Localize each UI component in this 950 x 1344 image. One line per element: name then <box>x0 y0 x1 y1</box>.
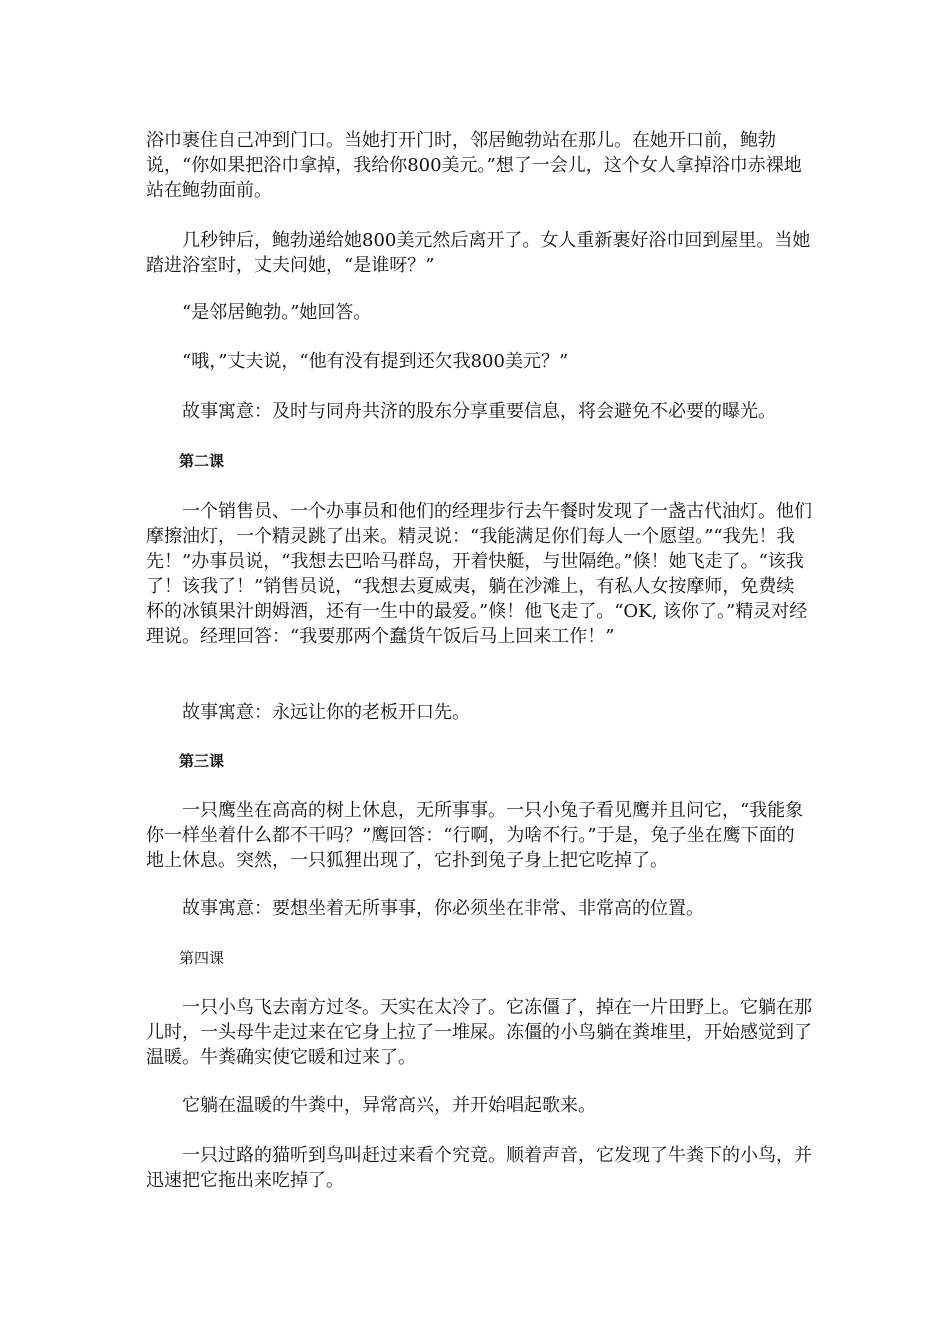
paragraph-story4-part1: 一只小鸟飞去南方过冬。天实在太冷了。它冻僵了，掉在一片田野上。它躺在那儿时，一头母牛走过来在它身上拉了一堆屎。冻僵的小鸟躺在粪堆里，开始感觉到了温暖。牛粪确实使它暖和过来了。 <box>146 997 812 1068</box>
paragraph-story1-part1: 浴巾裹住自己冲到门口。当她打开门时，邻居鲍勃站在那儿。在她开口前，鲍勃说，“你如果把浴巾拿掉，我给你800美元。”想了一会儿，这个女人拿掉浴巾赤裸地站在鲍勃面前。 <box>146 130 802 201</box>
paragraph-story3-moral: 故事寓意：要想坐着无所事事，你必须坐在非常、非常高的位置。 <box>182 898 704 919</box>
paragraph-story1-part2: 几秒钟后，鲍勃递给她800美元然后离开了。女人重新裹好浴巾回到屋里。当她踏进浴室时，丈夫问她，“是谁呀？” <box>146 230 811 276</box>
paragraph-story2-moral: 故事寓意：永远让你的老板开口先。 <box>182 702 470 723</box>
paragraph-story4-part2: 它躺在温暖的牛粪中，异常高兴，并开始唱起歌来。 <box>182 1095 596 1116</box>
heading-lesson-3: 第三课 <box>179 752 225 770</box>
heading-lesson-2: 第二课 <box>179 452 225 470</box>
paragraph-story3: 一只鹰坐在高高的树上休息，无所事事。一只小兔子看见鹰并且问它，“我能象你一样坐着什么都不干吗？”鹰回答：“行啊，为啥不行。”于是，兔子坐在鹰下面的地上休息。突然，一只狐狸出现了，它扑到兔子身上把它吃掉了。 <box>146 800 804 871</box>
paragraph-story1-moral: 故事寓意：及时与同舟共济的股东分享重要信息，将会避免不必要的曝光。 <box>182 401 776 422</box>
paragraph-story1-dialog1: “是邻居鲍勃。”她回答。 <box>182 302 372 323</box>
heading-lesson-4: 第四课 <box>179 949 225 967</box>
paragraph-story2: 一个销售员、一个办事员和他们的经理步行去午餐时发现了一盏古代油灯。他们摩擦油灯，一个精灵跳了出来。精灵说：“我能满足你们每人一个愿望。”“我先！我先！”办事员说，“我想去巴哈马群岛，开着快艇，与世隔绝。”倏！她飞走了。“该我了！该我了！”销售员说，“我想去夏威夷，躺在沙滩上，有私人女按摩师，免费续杯的冰镇果汁朗姆酒，还有一生中的最爱。”倏！他飞走了。“OK, 该你了。”精灵对经理说。经理回答：“我要那两个蠢货午饭后马上回来工作！” <box>146 501 812 647</box>
paragraph-story1-dialog2: “哦，”丈夫说，“他有没有提到还欠我800美元？” <box>182 351 569 372</box>
paragraph-story4-part3: 一只过路的猫听到鸟叫赶过来看个究竟。顺着声音，它发现了牛粪下的小鸟，并迅速把它拖出来吃掉了。 <box>146 1145 812 1191</box>
